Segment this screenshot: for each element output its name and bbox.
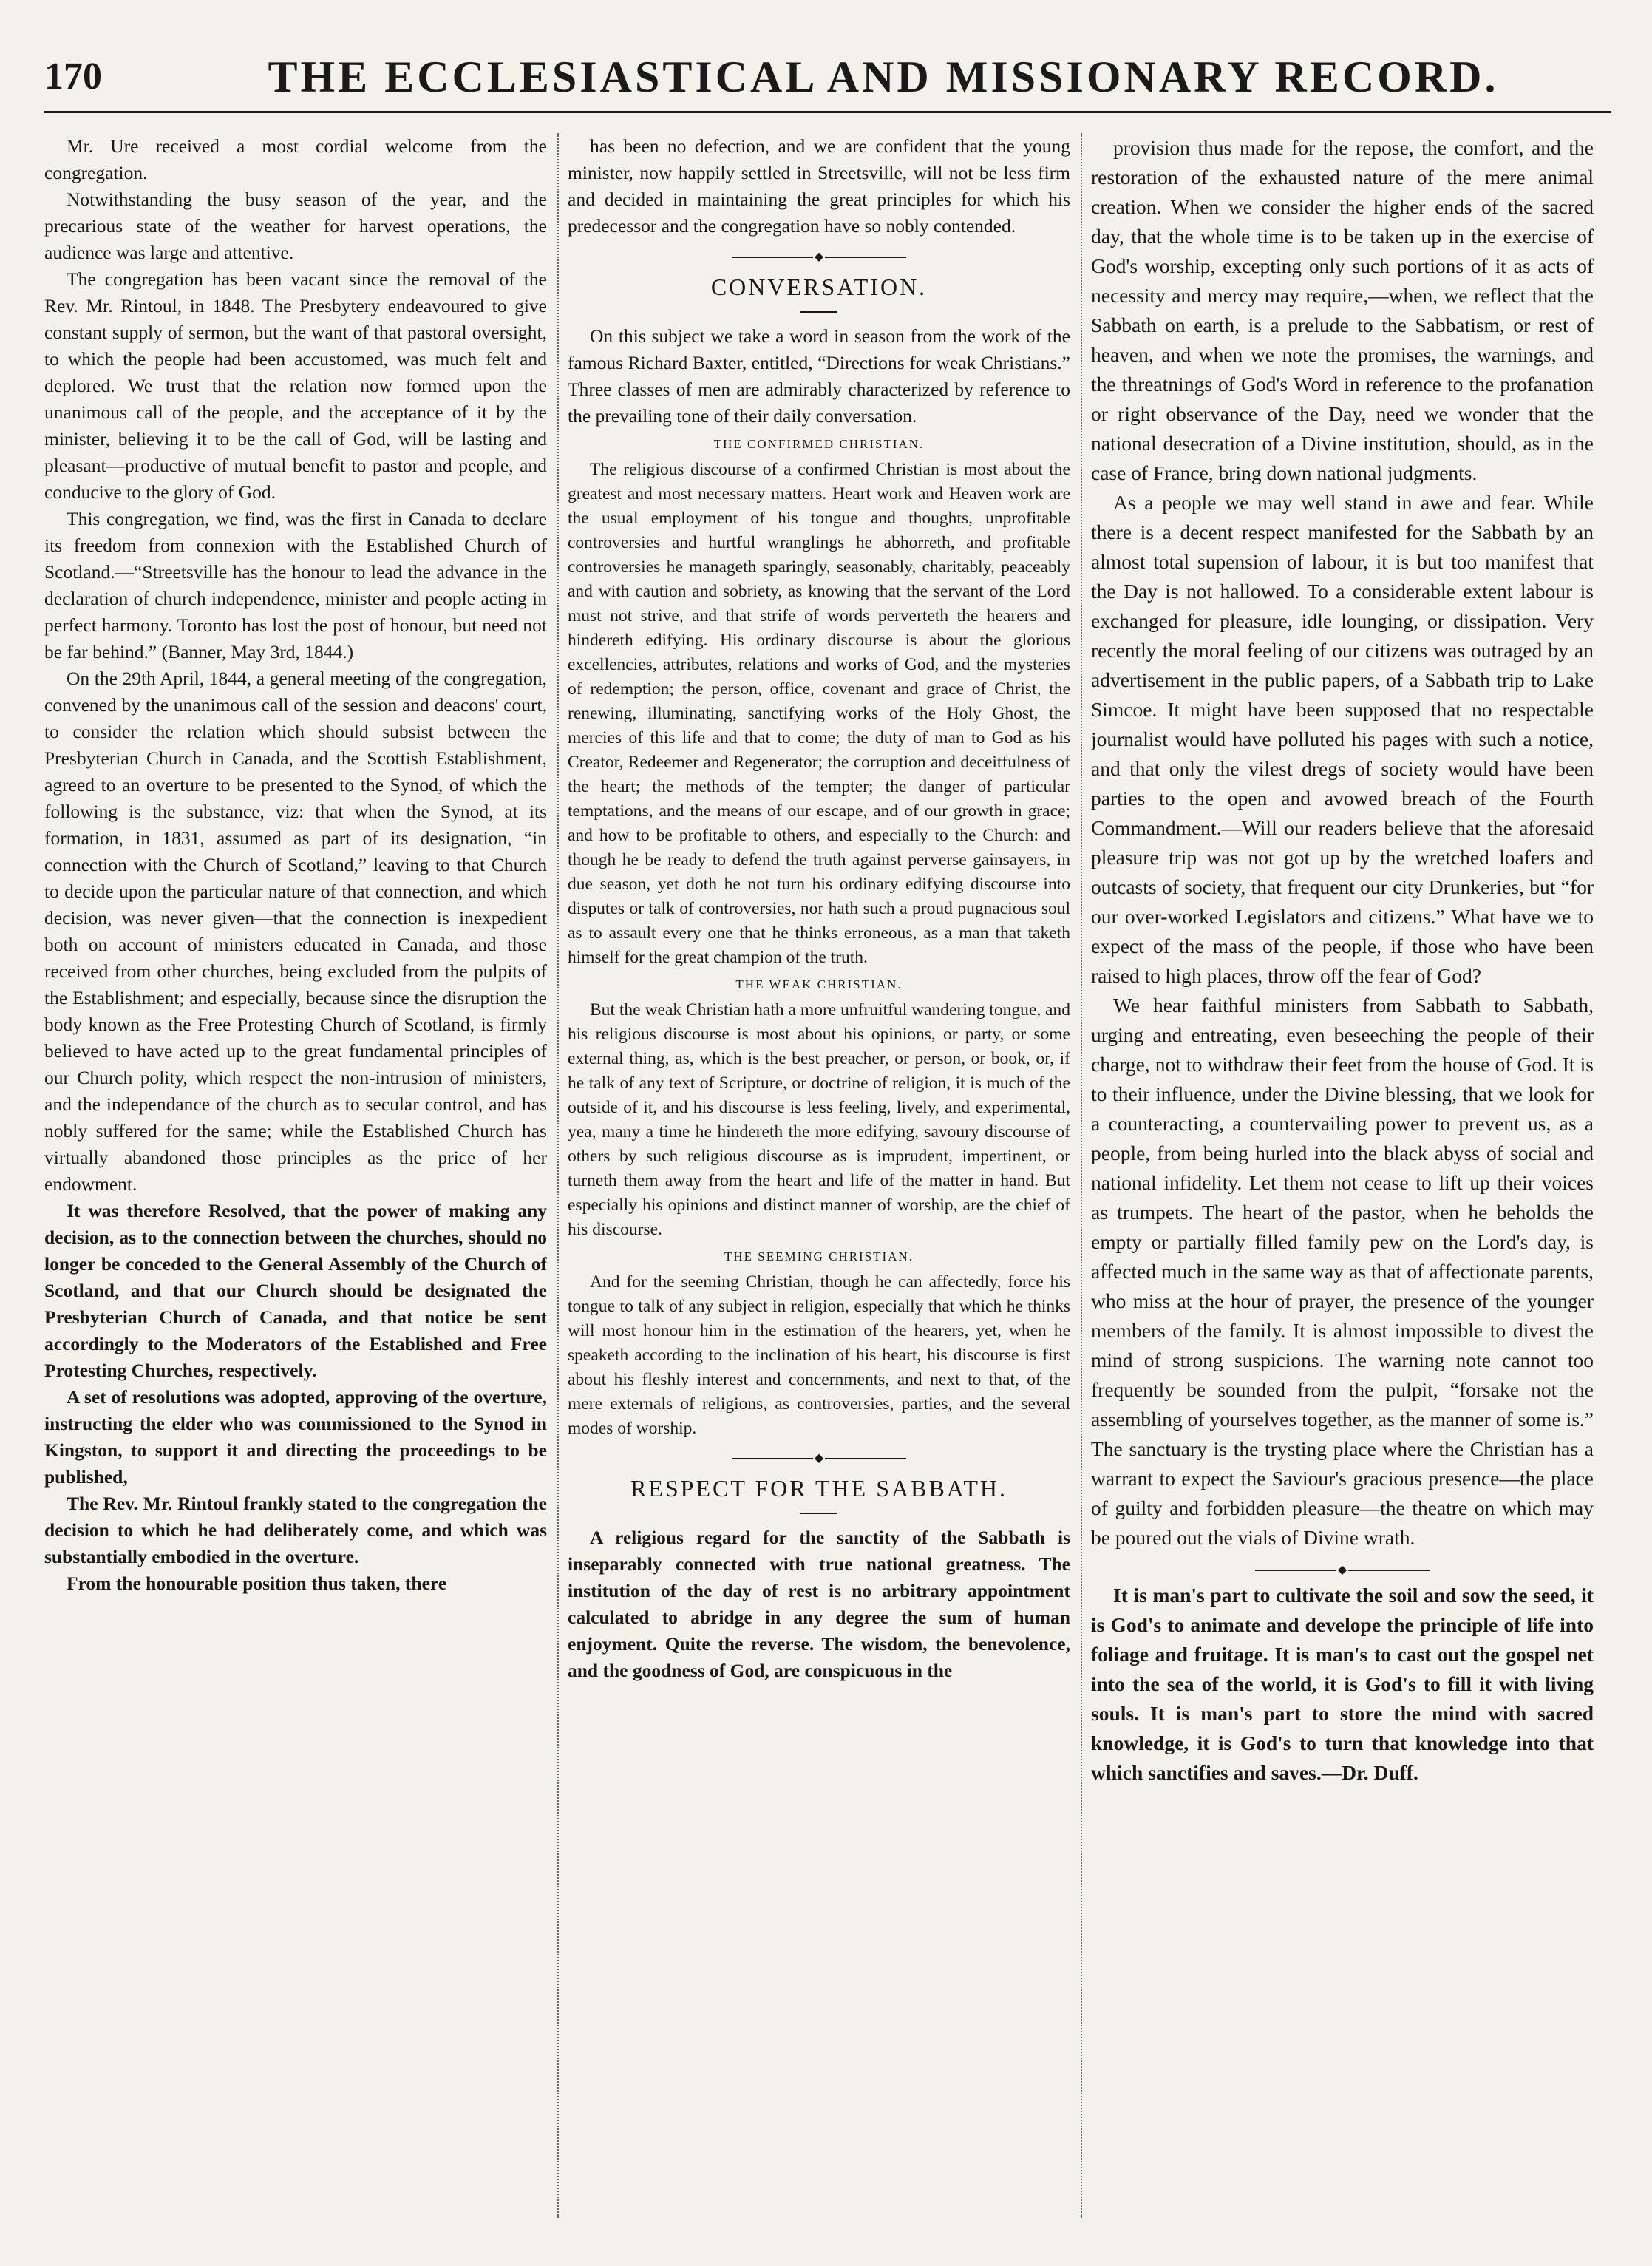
column-rule bbox=[557, 133, 559, 2218]
column-rule bbox=[1081, 133, 1082, 2218]
paragraph: A religious regard for the sanctity of the Sabbath is inseparably connected with true national greatness. The institution of the day of rest is no arbitrary appointment calculated to abridge in any degree the sum of human enjoyment. Quite the reverse. The wisdom, the benevolence, and the goodness of God, are conspicuous in the bbox=[568, 1527, 1070, 1681]
section-divider: ◆ bbox=[1091, 1564, 1594, 1576]
subheading: THE SEEMING CHRISTIAN. bbox=[724, 1249, 914, 1263]
paragraph: The congregation has been vacant since the removal of the Rev. Mr. Rintoul, in 1848. The Presbytery endeavoured to give constant supply of sermon, but the want of that pastoral oversight, to which the people had been accustomed, was much felt and deplored. We trust that the relation now formed upon the unanimous call of the people, and the acceptance of it by the minister, believing it to be the call of God, will be lasting and pleasant—productive of mutual benefit to pastor and people, and conducive to the glory of God. bbox=[44, 268, 547, 503]
title-rule bbox=[800, 311, 837, 313]
paragraph: Mr. Ure received a most cordial welcome from the congregation. bbox=[44, 135, 547, 183]
closing-quote: It is man's part to cultivate the soil and sow the seed, it is God's to animate and develope the principle of life into foliage and fruitage. It is man's to cast out the gospel net into the sea of the world, it is God's to fill it with living souls. It is man's part to store the mind with sacred knowledge, it is God's to turn that knowledge into that which sanctifies and saves.—Dr. Duff. bbox=[1091, 1584, 1594, 1784]
section-divider: ◆ bbox=[568, 1453, 1070, 1465]
paragraph: provision thus made for the repose, the comfort, and the restoration of the exhausted nature of the mere animal creation. When we consider the higher ends of the sacred day, that the whole time is to be taken up in the exercise of God's worship, excepting only such portions of it as acts of necessity and mercy may require,—when, we reflect that the Sabbath on earth, is a prelude to the Sabbatism, or rest of heaven, and when we note the promises, the warnings, and the threatnings of God's Word in reference to the profanation or right observance of the Day, need we wonder that the national desecration of a Divine institution, should, as in the case of France, bring down national judgments. bbox=[1091, 136, 1594, 484]
paragraph: It was therefore Resolved, that the power of making any decision, as to the connection between the churches, should no longer be conceded to the General Assembly of the Church of Scotland, and that our Church should be designated the Presbyterian Church of Canada, and that notice be sent accordingly to the Moderators of the Established and Free Protesting Churches, respectively. bbox=[44, 1200, 547, 1381]
paragraph: From the honourable position thus taken, there bbox=[67, 1573, 447, 1594]
paragraph: The Rev. Mr. Rintoul frankly stated to the congregation the decision to which he had deliberately come, and which was substantially embodied in the overture. bbox=[44, 1493, 547, 1567]
paragraph: We hear faithful ministers from Sabbath to Sabbath, urging and entreating, even beseeching the people of their charge, not to withdraw their feet from the house of God. It is to their influence, under the Divine blessing, that we look for a counteracting, a countervailing power to prevent us, as a people, from being hurled into the black abyss of social and national infidelity. Let them not cease to lift up their voices as trumpets. The heart of the pastor, when he beholds the empty or partially filled family pew on the Lord's day, is affected much in the same way as that of affectionate parents, who miss at the hour of prayer, the presence of the younger members of the family. It is almost impossible to divest the mind of strong suspicions. The warning note cannot too frequently be sounded from the pulpit, “forsake not the assembling of yourselves together, as the manner of some is.” The sanctuary is the trysting place where the Christian has a warrant to expect the Saviour's gracious presence—the place of guilty and forbidden pleasure—the theatre on which may be poured out the vials of Divine wrath. bbox=[1091, 994, 1594, 1549]
column-1 bbox=[44, 133, 547, 2240]
journal-title: THE ECCLESIASTICAL AND MISSIONARY RECORD. bbox=[268, 52, 1499, 101]
paragraph: On this subject we take a word in season from the work of the famous Richard Baxter, entitled, “Directions for weak Christians.” Three classes of men are admirably characterized by reference to the prevailing tone of their daily conversation. bbox=[568, 325, 1070, 427]
section-title-sabbath: RESPECT FOR THE SABBATH. bbox=[630, 1475, 1008, 1502]
paragraph: has been no defection, and we are confident that the young minister, now happily settled in Streetsville, will not be less firm and decided in maintaining the great principles for which his predecessor and the congregation have so nobly contended. bbox=[568, 135, 1070, 237]
subheading: THE CONFIRMED CHRISTIAN. bbox=[713, 437, 925, 451]
paragraph: The religious discourse of a confirmed Christian is most about the greatest and most necessary matters. Heart work and Heaven work are the usual employment of his tongue and thoughts, unprofitable controversies and hurtful wranglings he abhorreth, and profitable controversies he manageth sparingly, seasonably, charitably, peaceably and with caution and sobriety, as knowing that the servant of the Lord must not strive, and that strife of words perverteth the hearers and hindereth edifying. His ordinary discourse is about the glorious excellencies, attributes, relations and works of God, and the mysteries of redemption; the person, office, covenant and grace of Christ, the renewing, illuminating, sanctifying works of the Holy Ghost, the mercies of this life and that to come; the duty of man to God as his Creator, Redeemer and Regenerator; the corruption and deceitfulness of the heart; the methods of the tempter; the danger of particular temptations, and the means of our escape, and of our growth in grace; and how to be profitable to others, and especially to the Church: and though he be ready to defend the truth against perverse gainsayers, in due season, yet doth he not turn his ordinary edifying discourse into disputes or talk of controversies, nor hath such a proud pugnacious soul as to assault every one that he thinks erroneous, as a man that taketh himself for the great champion of the truth. bbox=[568, 460, 1070, 967]
paragraph: Notwithstanding the busy season of the year, and the precarious state of the weather for harvest operations, the audience was large and attentive. bbox=[44, 189, 547, 263]
paragraph: A set of resolutions was adopted, approving of the overture, instructing the elder who was commissioned to the Synod in Kingston, to support it and directing the proceedings to be published, bbox=[44, 1386, 547, 1488]
subheading: THE WEAK CHRISTIAN. bbox=[735, 977, 903, 991]
paragraph: This congregation, we find, was the first in Canada to declare its freedom from connexion with the Established Church of Scotland.—“Streetsville has the honour to lead the advance in the declaration of church independence, minister and people acting in perfect harmony. Toronto has lost the post of honour, but need not be far behind.” (Banner, May 3rd, 1844.) bbox=[44, 508, 547, 662]
page-number: 170 bbox=[44, 55, 102, 98]
page-header bbox=[44, 52, 1611, 113]
column-3 bbox=[1091, 133, 1594, 2240]
section-divider: ◆ bbox=[568, 251, 1070, 263]
paragraph: On the 29th April, 1844, a general meeting of the congregation, convened by the unanimous call of the session and deacons' court, to consider the relation which should subsist between the Presbyterian Church in Canada, and the Scottish Establishment, agreed to an overture to be presented to the Synod, of which the following is the substance, viz: that when the Synod, at its formation, in 1831, assumed as part of its designation, “in connection with the Church of Scotland,” leaving to that Church to decide upon the particular nature of that connection, and which decision, was never given—that the connection is inexpedient both on account of ministers educated in Canada, and those received from other churches, being excluded from the pulpits of the Establishment; and especially, because since the disruption the body known as the Free Protesting Church of Scotland, is firmly believed to have acted up to the great fundamental principles of our Church polity, which respect the non-intrusion of ministers, and the independance of the church as to secular control, and has nobly suffered for the same; while the Established Church has virtually abandoned those principles as the price of her endowment. bbox=[44, 668, 547, 1195]
paragraph: And for the seeming Christian, though he can affectedly, force his tongue to talk of any subject in religion, especially that which he thinks will most honour him in the estimation of the hearers, yet, when he speaketh according to the inclination of his heart, his discourse is first about his fleshly interest and concernments, and next to that, of the mere externals of religions, as controversies, parties, and the several modes of worship. bbox=[568, 1272, 1070, 1438]
title-rule bbox=[800, 1513, 837, 1514]
section-title-conversation: CONVERSATION. bbox=[710, 274, 928, 300]
paragraph: But the weak Christian hath a more unfruitful wandering tongue, and his religious discourse is most about his opinions, or party, or some external thing, as, which is the best preacher, or person, or book, or, if he talk of any text of Scripture, or doctrine of religion, it is much of the outside of it, and his discourse is less feeling, lively, and experimental, yea, many a time he hindereth the more edifying, savoury discourse of others by such religious discourse as is imprudent, impertinent, or turneth them away from the heart and life of the matter in hand. But especially his opinions and distinct manner of worship, are the chief of his discourse. bbox=[568, 1000, 1070, 1239]
column-2 bbox=[568, 133, 1070, 2240]
paragraph: As a people we may well stand in awe and fear. While there is a decent respect manifested for the Sabbath by an almost total supension of labour, it is but too manifest that the Day is not hallowed. To a considerable extent labour is exchanged for pleasure, idle lounging, or dissipation. Very recently the moral feeling of our citizens was outraged by an advertisement in the public papers, of a Sabbath trip to Lake Simcoe. It might have been supposed that no respectable journalist would have polluted his pages with such a notice, and that only the vilest dregs of society would have been parties to the open and avowed breach of the Fourth Commandment.—Will our readers believe that the aforesaid pleasure trip was not got up by the wretched loafers and outcasts of society, that frequent our city Drunkeries, but “for our over-worked Legislators and citizens.” What have we to expect of the mass of the people, if those who have been raised to high places, throw off the fear of God? bbox=[1091, 491, 1594, 987]
